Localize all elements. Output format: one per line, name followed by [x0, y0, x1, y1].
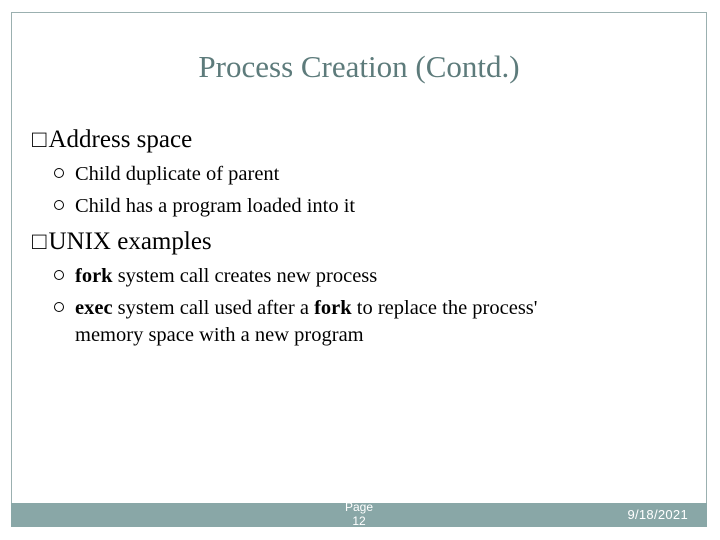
list-item-text: system call used after a: [112, 297, 315, 319]
section-heading-text: UNIX examples: [48, 228, 212, 255]
list-item-text: Child duplicate of parent: [75, 163, 280, 185]
list-item-continuation: memory space with a new program: [75, 324, 364, 346]
list-item: [54, 297, 537, 320]
section-heading-text: Address space: [48, 126, 193, 153]
section-heading-address-space: [32, 126, 192, 154]
list-item-text: system call creates new process: [112, 265, 378, 287]
list-item: [54, 195, 355, 218]
page-number: [344, 500, 374, 528]
ring-bullet-icon: [54, 302, 64, 312]
keyword-fork: fork: [75, 265, 113, 287]
list-item-text: to replace the process': [351, 297, 538, 319]
page-number-value: 12: [352, 514, 366, 528]
keyword-exec: exec: [75, 297, 113, 319]
list-item: [54, 163, 279, 186]
page-label: Page: [344, 500, 374, 514]
square-bullet-icon: □: [32, 229, 47, 255]
square-bullet-icon: □: [32, 127, 47, 153]
footer-bar: [11, 500, 707, 528]
list-item: [54, 265, 377, 288]
section-heading-unix-examples: [32, 228, 212, 256]
ring-bullet-icon: [54, 270, 64, 280]
slide-frame: [11, 12, 707, 527]
keyword-fork: fork: [314, 297, 352, 319]
ring-bullet-icon: [54, 168, 64, 178]
ring-bullet-icon: [54, 200, 64, 210]
footer-date: 9/18/2021: [627, 507, 688, 522]
list-item-text: Child has a program loaded into it: [75, 195, 356, 217]
slide-title: Process Creation (Contd.): [198, 49, 520, 84]
